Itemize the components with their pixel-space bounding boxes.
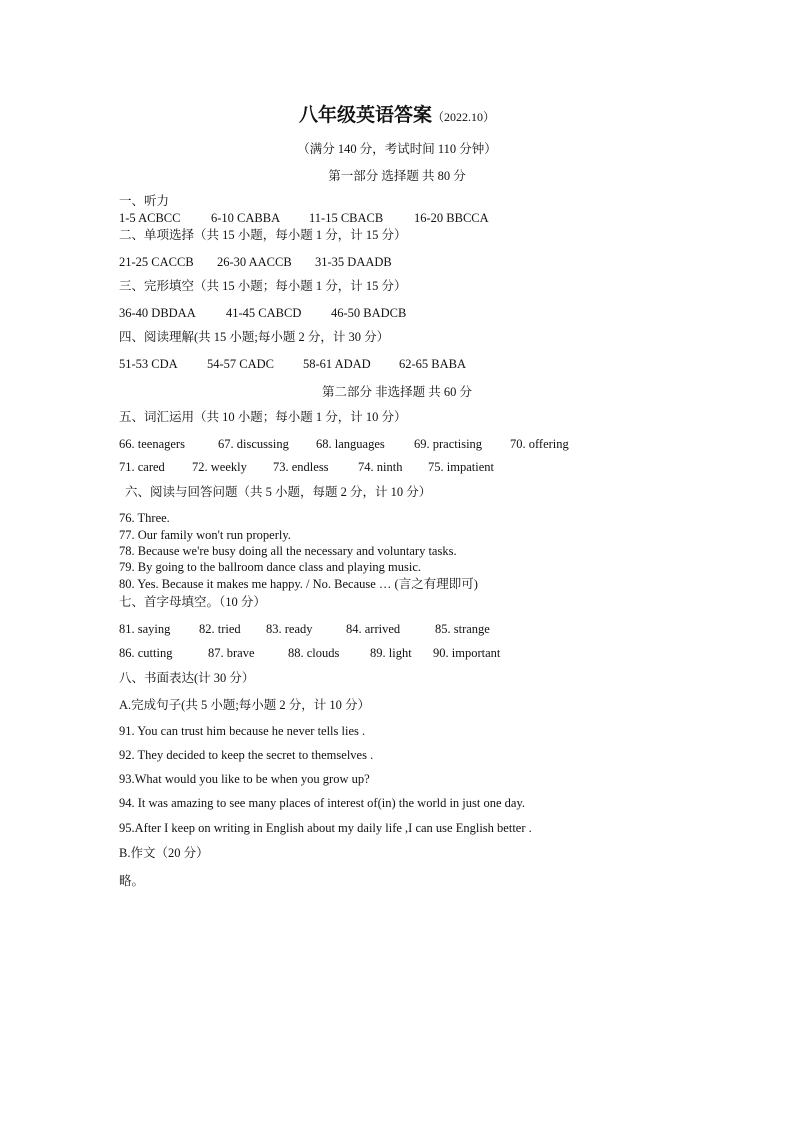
answer-group: 62-65 BABA [399,357,467,371]
answer-item: 90. important [433,646,501,660]
answer-group: 36-40 DBDAA [119,306,196,320]
s3-heading: 三、完形填空（共 15 小题；每小题 1 分，计 15 分） [119,279,407,293]
answer-item: 85. strange [435,622,490,636]
answer-group: 58-61 ADAD [303,357,371,371]
answer-group: 6-10 CABBA [211,211,281,225]
part1-heading: 第一部分 选择题 共 80 分 [328,169,466,183]
answer-group: 51-53 CDA [119,357,178,371]
s7-row2 [119,645,500,661]
answer-item: 74. ninth [358,460,403,474]
s6-answer: 76. Three. [119,511,170,525]
answer-item: 84. arrived [346,622,401,636]
s1-answers [119,210,489,226]
s4-answers [119,356,466,372]
s3-answers [119,305,406,321]
answer-group: 16-20 BBCCA [414,211,489,225]
s6-answer: 80. Yes. Because it makes me happy. / No. Because … (言之有理即可) [119,577,478,591]
answer-group: 31-35 DAADB [315,255,392,269]
subtitle: （满分 140 分，考试时间 110 分钟） [297,142,497,156]
sentence: 93.What would you like to be when you grow up? [119,772,370,786]
answer-item: 66. teenagers [119,437,185,451]
answer-item: 69. practising [414,437,483,451]
essay-omitted: 略。 [119,874,145,888]
answer-group: 46-50 BADCB [331,306,407,320]
answer-group: 54-57 CADC [207,357,275,371]
sentence: 95.After I keep on writing in English about my daily life ,I can use English better . [119,821,532,835]
s6-heading: 六、阅读与回答问题（共 5 小题，每题 2 分，计 10 分） [125,485,432,499]
answer-item: 81. saying [119,622,171,636]
s8-subB: B.作文（20 分） [119,846,209,860]
s2-heading: 二、单项选择（共 15 小题，每小题 1 分，计 15 分） [119,228,407,242]
s5-heading: 五、词汇运用（共 10 小题；每小题 1 分，计 10 分） [119,410,407,424]
sentence: 92. They decided to keep the secret to themselves . [119,748,374,762]
answer-item: 82. tried [199,622,241,636]
answer-item: 86. cutting [119,646,173,660]
sentence: 91. You can trust him because he never tells lies . [119,724,366,738]
s6-answer: 78. Because we're busy doing all the necessary and voluntary tasks. [119,544,457,558]
answer-item: 83. ready [266,622,313,636]
s8-subA: A.完成句子(共 5 小题;每小题 2 分，计 10 分） [119,698,371,712]
s5-row2 [119,459,494,475]
sentence: 94. It was amazing to see many places of interest of(in) the world in just one day. [119,796,526,810]
answer-item: 71. cared [119,460,165,474]
answer-item: 87. brave [208,646,255,660]
answer-group: 26-30 AACCB [217,255,292,269]
part2-heading: 第二部分 非选择题 共 60 分 [321,385,472,399]
page-title [0,100,794,127]
answer-item: 72. weekly [192,460,247,474]
answer-item: 89. light [370,646,412,660]
title-main: 八年级英语答案 [298,104,432,126]
answer-group: 21-25 CACCB [119,255,194,269]
s2-answers [119,254,392,270]
s6-answer: 79. By going to the ballroom dance class and playing music. [119,560,422,574]
answer-item: 75. impatient [428,460,494,474]
answer-item: 73. endless [273,460,329,474]
answer-group: 11-15 CBACB [309,211,384,225]
s8-heading: 八、书面表达(计 30 分） [119,671,255,685]
s7-heading: 七、首字母填空。（10 分） [119,595,266,609]
title-date: （2022.10） [432,110,496,124]
s7-row1 [119,621,490,637]
s6-answer: 77. Our family won't run properly. [119,528,291,542]
answer-item: 68. languages [316,437,385,451]
s1-heading: 一、听力 [119,194,170,208]
answer-item: 67. discussing [218,437,289,451]
answer-group: 41-45 CABCD [226,306,302,320]
s5-row1 [119,436,569,452]
answer-item: 70. offering [510,437,569,451]
answer-group: 1-5 ACBCC [119,211,181,225]
s4-heading: 四、阅读理解(共 15 小题;每小题 2 分，计 30 分） [119,330,390,344]
answer-item: 88. clouds [288,646,340,660]
